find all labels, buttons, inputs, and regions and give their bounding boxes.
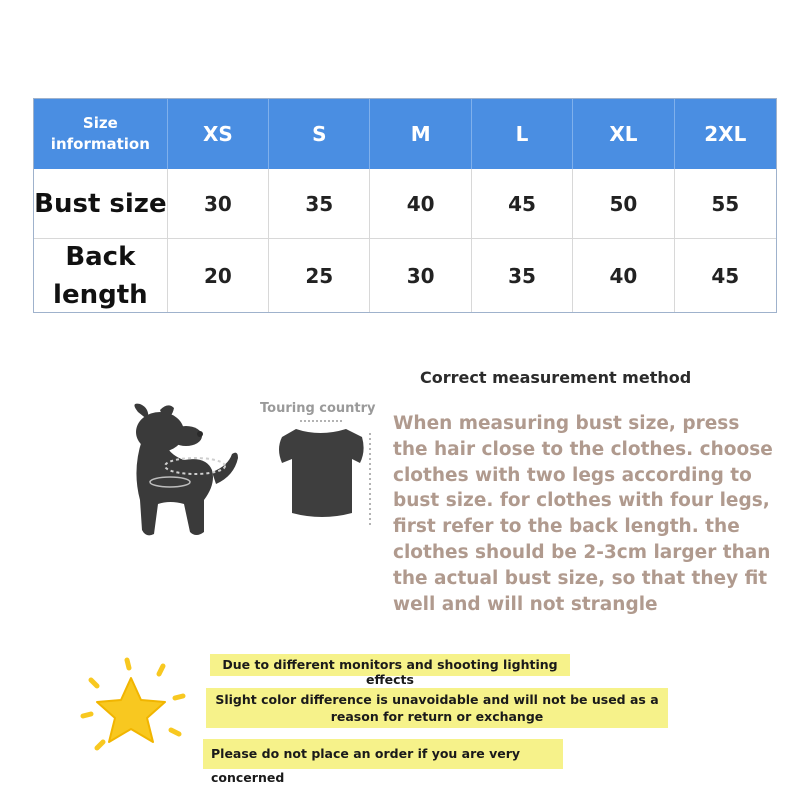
table-cell: 45	[711, 263, 740, 288]
description-line: well and will not strangle	[393, 593, 658, 615]
table-header-row	[34, 99, 776, 169]
table-cell: 35	[269, 169, 370, 238]
measurement-method-title: Correct measurement method	[420, 368, 692, 387]
table-cell: 40	[370, 169, 471, 238]
description-line: clothes with two legs according to	[393, 464, 752, 486]
description-line: first refer to the back length. the	[393, 516, 740, 538]
notice-color-difference: Slight color difference is unavoidable and will not be used as a reason for return or exchange	[206, 688, 668, 728]
star-icon	[75, 652, 195, 772]
measurement-description	[393, 411, 773, 617]
size-header-xl: XL	[573, 99, 674, 169]
bust-size-label: Bust size	[34, 169, 168, 238]
description-line: clothes should be 2-3cm larger than	[393, 541, 771, 563]
table-row	[34, 239, 776, 312]
dog-illustration-icon	[120, 400, 250, 545]
back-length-label: Back length	[34, 239, 168, 312]
description-line: bust size. for clothes with four legs,	[393, 490, 770, 512]
size-header-l: L	[472, 99, 573, 169]
table-cell: 40	[573, 239, 674, 312]
size-header-xs: XS	[168, 99, 269, 169]
table-cell: 45	[472, 169, 573, 238]
notice-do-not-order: Please do not place an order if you are very concerned	[203, 739, 563, 769]
table-cell: 55	[711, 191, 740, 216]
dog-shirt-illustration-icon	[270, 415, 380, 535]
size-header-2xl: 2XL	[704, 122, 747, 146]
description-line: the actual bust size, so that they fit	[393, 567, 768, 589]
description-line: When measuring bust size, press	[393, 413, 740, 434]
table-cell: 30	[168, 169, 269, 238]
illustration-label: Touring country	[260, 401, 376, 416]
table-cell: 50	[573, 169, 674, 238]
table-cell: 25	[269, 239, 370, 312]
table-row	[34, 169, 776, 239]
table-cell: 20	[168, 239, 269, 312]
size-information-header: Size information	[34, 99, 168, 169]
size-header-m: M	[370, 99, 471, 169]
notice-monitor-difference: Due to different monitors and shooting lighting effects	[210, 654, 570, 676]
table-cell: 30	[370, 239, 471, 312]
table-cell: 35	[472, 239, 573, 312]
size-header-s: S	[269, 99, 370, 169]
description-line: the hair close to the clothes. choose	[393, 438, 773, 460]
size-table	[33, 98, 777, 313]
